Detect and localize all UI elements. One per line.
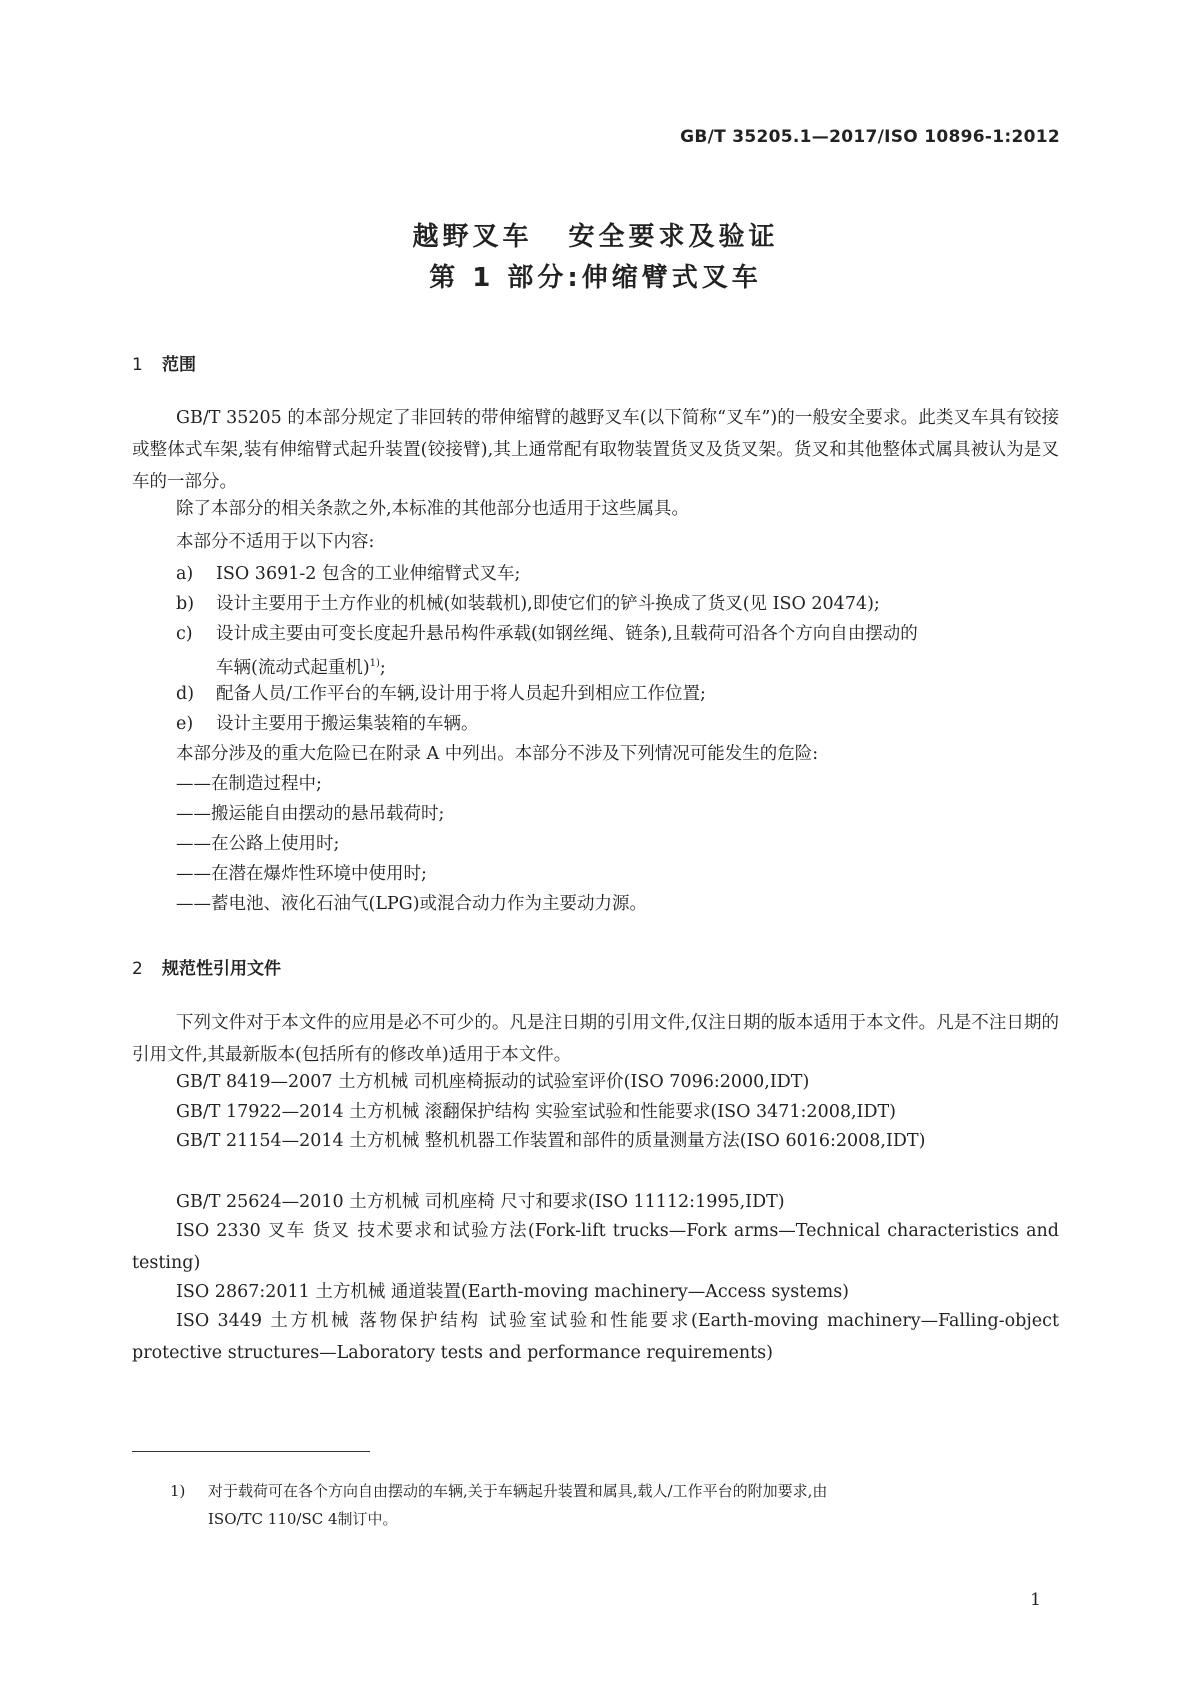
dash-item: ——在潜在爆炸性环境中使用时; (176, 864, 427, 884)
section-2-title: 规范性引用文件 (162, 959, 281, 979)
section-1-para-3: 本部分不适用于以下内容: (176, 532, 375, 552)
list-item-c: c) 设计成主要由可变长度起升悬吊构件承载(如钢丝绳、链条),且载荷可沿各个方向自由摆动的 (176, 624, 918, 644)
section-1-para-4: 本部分涉及的重大危险已在附录 A 中列出。本部分不涉及下列情况可能发生的危险: (176, 744, 819, 764)
reference-item: GB/T 25624—2010 土方机械 司机座椅 尺寸和要求(ISO 11112:1995,IDT) (176, 1192, 785, 1212)
dash-item: ——在公路上使用时; (176, 834, 340, 854)
title-part-b: 安全要求及验证 (568, 222, 779, 252)
dash-item: ——在制造过程中; (176, 774, 322, 794)
dash-item: ——搬运能自由摆动的悬吊载荷时; (176, 804, 445, 824)
footnote-label: 1) (170, 1482, 186, 1500)
section-1-para-1: GB/T 35205 的本部分规定了非回转的带伸缩臂的越野叉车(以下简称“叉车”)的一般安全要求。此类叉车具有铰接或整体式车架,装有伸缩臂式起升装置(铰接臂),其上通常配有取物装置货叉及货叉架。货叉和其他整体式属具被认为是叉车的一部分。 (132, 408, 1059, 492)
reference-item: GB/T 21154—2014 土方机械 整机机器工作装置和部件的质量测量方法(ISO 6016:2008,IDT) (176, 1131, 926, 1151)
section-2-heading (132, 954, 281, 979)
list-item-a: a) ISO 3691-2 包含的工业伸缩臂式叉车; (176, 564, 521, 584)
section-2-intro: 下列文件对于本文件的应用是必不可少的。凡是注日期的引用文件,仅注日期的版本适用于本文件。凡是不注日期的引用文件,其最新版本(包括所有的修改单)适用于本文件。 (132, 1013, 1059, 1065)
section-2-number: 2 (132, 959, 143, 979)
standard-code: GB/T 35205.1—2017/ISO 10896-1:2012 (680, 127, 1060, 147)
reference-item: ISO 3449 土方机械 落物保护结构 试验室试验和性能要求(Earth-moving machinery—Falling-object protective structures—Laboratory tests and performance requirements) (132, 1311, 1059, 1363)
footnote-text-2: ISO/TC 110/SC 4制订中。 (208, 1510, 398, 1528)
footnote-divider (132, 1451, 370, 1452)
reference-item: GB/T 17922—2014 土方机械 滚翻保护结构 实验室试验和性能要求(ISO 3471:2008,IDT) (176, 1102, 896, 1122)
footnote-text-1: 对于载荷可在各个方向自由摆动的车辆,关于车辆起升装置和属具,载人/工作平台的附加要求,由 (208, 1482, 828, 1500)
footnote-ref-1[interactable]: 1) (369, 658, 380, 669)
list-item-b: b) 设计主要用于土方作业的机械(如装载机),即使它们的铲斗换成了货叉(见 ISO 20474); (176, 594, 880, 614)
list-item-e: e) 设计主要用于搬运集装箱的车辆。 (176, 714, 479, 734)
footnote (170, 1480, 827, 1501)
section-1-para-2: 除了本部分的相关条款之外,本标准的其他部分也适用于这些属具。 (176, 499, 690, 519)
list-item-c-continued: 车辆(流动式起重机)$^{1)}$; (216, 657, 386, 678)
reference-item: GB/T 8419—2007 土方机械 司机座椅振动的试验室评价(ISO 7096:2000,IDT) (176, 1072, 810, 1092)
section-1-heading (132, 350, 196, 375)
document-title-line1 (0, 216, 1191, 253)
section-1-number: 1 (132, 355, 143, 375)
section-1-title: 范围 (162, 355, 196, 375)
reference-item: ISO 2330 叉车 货叉 技术要求和试验方法(Fork-lift trucks—Fork arms—Technical characteristics and testing) (132, 1221, 1059, 1273)
title-part-a: 越野叉车 (412, 222, 533, 252)
page-number: 1 (1030, 1590, 1041, 1610)
dash-item: ——蓄电池、液化石油气(LPG)或混合动力作为主要动力源。 (176, 894, 648, 914)
document-title-line2: 第 1 部分:伸缩臂式叉车 (429, 263, 762, 293)
reference-item: ISO 2867:2011 土方机械 通道装置(Earth-moving machinery—Access systems) (176, 1282, 850, 1302)
list-item-d: d) 配备人员/工作平台的车辆,设计用于将人员起升到相应工作位置; (176, 684, 706, 704)
